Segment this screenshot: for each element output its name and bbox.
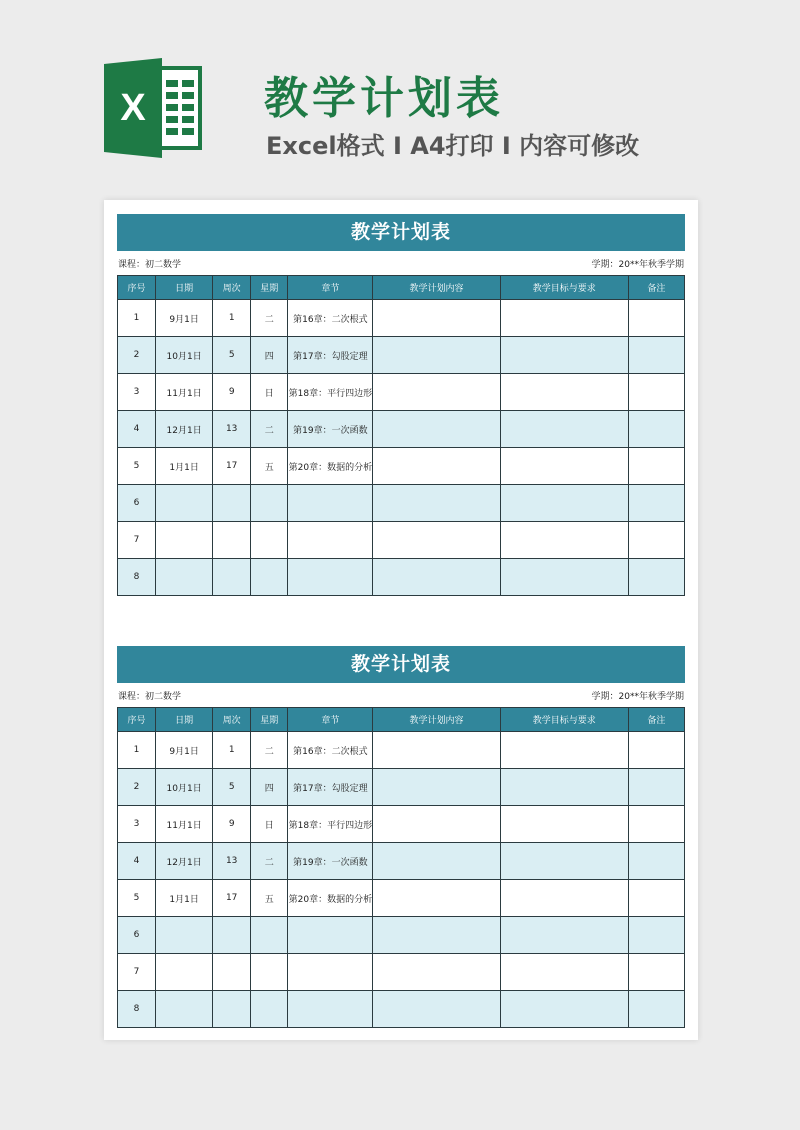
plan-table <box>117 707 685 1028</box>
table-cell[interactable]: 7 <box>118 522 156 559</box>
page-subtitle: Excel格式 I A4打印 I 内容可修改 <box>266 132 640 160</box>
table-row <box>118 769 685 806</box>
table-cell[interactable]: 10月1日 <box>156 769 213 806</box>
table-cell[interactable] <box>213 522 251 559</box>
column-header: 周次 <box>213 708 251 732</box>
table-cell[interactable] <box>373 954 500 991</box>
table-cell[interactable] <box>251 917 288 954</box>
table-cell[interactable]: 6 <box>118 917 156 954</box>
table-cell[interactable] <box>628 917 684 954</box>
table-cell[interactable] <box>373 880 500 917</box>
column-header: 教学计划内容 <box>373 708 500 732</box>
table-cell[interactable]: 二 <box>251 411 288 448</box>
table-cell[interactable]: 2 <box>118 337 156 374</box>
table-cell[interactable]: 10月1日 <box>156 337 213 374</box>
table-cell[interactable]: 2 <box>118 769 156 806</box>
table-cell[interactable] <box>373 448 500 485</box>
column-header: 星期 <box>251 708 288 732</box>
table-cell[interactable]: 12月1日 <box>156 411 213 448</box>
table-cell[interactable] <box>373 806 500 843</box>
table-row <box>118 806 685 843</box>
table-cell[interactable] <box>251 485 288 522</box>
column-header: 教学计划内容 <box>373 276 500 300</box>
table-cell[interactable] <box>500 732 628 769</box>
table-cell[interactable] <box>500 954 628 991</box>
column-header: 章节 <box>288 276 373 300</box>
table-cell[interactable] <box>251 991 288 1028</box>
table-cell[interactable]: 日 <box>251 374 288 411</box>
table-cell[interactable] <box>373 337 500 374</box>
table-cell[interactable]: 1 <box>118 732 156 769</box>
term-label: 学期：20**年秋季学期 <box>591 259 684 270</box>
table-cell[interactable]: 5 <box>213 337 251 374</box>
table-cell[interactable]: 7 <box>118 954 156 991</box>
table-cell[interactable] <box>628 954 684 991</box>
table-cell[interactable] <box>500 917 628 954</box>
table-cell[interactable]: 日 <box>251 806 288 843</box>
table-cell[interactable] <box>628 522 684 559</box>
table-cell[interactable] <box>628 806 684 843</box>
table-cell[interactable]: 二 <box>251 732 288 769</box>
table-cell[interactable] <box>373 559 500 596</box>
table-cell[interactable]: 4 <box>118 411 156 448</box>
table-cell[interactable]: 第17章：勾股定理 <box>288 337 373 374</box>
table-cell[interactable] <box>373 411 500 448</box>
course-label: 课程：初二数学 <box>118 259 182 270</box>
table-cell[interactable] <box>628 411 684 448</box>
table-cell[interactable] <box>288 954 373 991</box>
table-cell[interactable]: 二 <box>251 300 288 337</box>
table-cell[interactable] <box>156 917 213 954</box>
table-cell[interactable] <box>156 485 213 522</box>
table-row <box>118 732 685 769</box>
table-cell[interactable] <box>628 300 684 337</box>
column-header: 星期 <box>251 276 288 300</box>
table-row <box>118 522 685 559</box>
table-cell[interactable] <box>213 954 251 991</box>
column-header: 日期 <box>156 708 213 732</box>
table-cell[interactable] <box>628 769 684 806</box>
table-cell[interactable] <box>251 559 288 596</box>
table-row <box>118 843 685 880</box>
table-cell[interactable] <box>373 769 500 806</box>
column-header: 序号 <box>118 708 156 732</box>
table-cell[interactable] <box>500 843 628 880</box>
table-cell[interactable] <box>628 448 684 485</box>
table-cell[interactable] <box>500 991 628 1028</box>
table-cell[interactable]: 5 <box>213 769 251 806</box>
table-cell[interactable] <box>288 522 373 559</box>
table-row <box>118 411 685 448</box>
table-cell[interactable] <box>500 806 628 843</box>
table-cell[interactable]: 四 <box>251 337 288 374</box>
table-row <box>118 374 685 411</box>
table-cell[interactable] <box>500 559 628 596</box>
table-cell[interactable]: 5 <box>118 880 156 917</box>
course-label: 课程：初二数学 <box>118 691 182 702</box>
column-header: 教学目标与要求 <box>500 276 628 300</box>
table-cell[interactable] <box>628 880 684 917</box>
table-cell[interactable] <box>500 522 628 559</box>
table-row <box>118 485 685 522</box>
table-row <box>118 559 685 596</box>
table-cell[interactable] <box>373 522 500 559</box>
table-row <box>118 954 685 991</box>
table-cell[interactable]: 5 <box>118 448 156 485</box>
plan-sheet <box>117 214 685 596</box>
table-cell[interactable]: 1月1日 <box>156 448 213 485</box>
table-cell[interactable] <box>500 374 628 411</box>
table-cell[interactable] <box>156 559 213 596</box>
table-cell[interactable] <box>373 485 500 522</box>
table-cell[interactable]: 第18章：平行四边形 <box>288 806 373 843</box>
plan-sheet <box>117 646 685 1028</box>
table-cell[interactable] <box>628 374 684 411</box>
table-cell[interactable]: 五 <box>251 880 288 917</box>
table-cell[interactable] <box>628 843 684 880</box>
table-cell[interactable] <box>373 732 500 769</box>
table-cell[interactable]: 9月1日 <box>156 732 213 769</box>
table-cell[interactable] <box>500 411 628 448</box>
table-cell[interactable]: 1 <box>213 732 251 769</box>
table-cell[interactable]: 第20章：数据的分析 <box>288 880 373 917</box>
sheet-meta <box>117 683 685 707</box>
table-cell[interactable] <box>373 843 500 880</box>
column-header: 备注 <box>628 708 684 732</box>
table-cell[interactable]: 13 <box>213 843 251 880</box>
table-cell[interactable]: 1 <box>213 300 251 337</box>
table-cell[interactable] <box>156 991 213 1028</box>
table-cell[interactable]: 11月1日 <box>156 374 213 411</box>
table-cell[interactable]: 9 <box>213 374 251 411</box>
table-cell[interactable]: 四 <box>251 769 288 806</box>
table-cell[interactable]: 9 <box>213 806 251 843</box>
table-cell[interactable] <box>251 954 288 991</box>
column-header: 周次 <box>213 276 251 300</box>
svg-text:X: X <box>120 87 146 129</box>
table-cell[interactable] <box>628 485 684 522</box>
table-cell[interactable] <box>373 374 500 411</box>
table-row <box>118 448 685 485</box>
excel-icon <box>104 58 204 158</box>
table-cell[interactable]: 第20章：数据的分析 <box>288 448 373 485</box>
table-cell[interactable] <box>288 485 373 522</box>
table-cell[interactable]: 第19章：一次函数 <box>288 843 373 880</box>
table-cell[interactable]: 13 <box>213 411 251 448</box>
table-cell[interactable]: 11月1日 <box>156 806 213 843</box>
table-cell[interactable]: 9月1日 <box>156 300 213 337</box>
table-cell[interactable]: 6 <box>118 485 156 522</box>
table-cell[interactable] <box>156 522 213 559</box>
table-cell[interactable] <box>500 880 628 917</box>
header-banner <box>0 0 800 190</box>
table-row <box>118 917 685 954</box>
table-cell[interactable] <box>213 991 251 1028</box>
table-cell[interactable]: 第17章：勾股定理 <box>288 769 373 806</box>
table-row <box>118 300 685 337</box>
column-header: 序号 <box>118 276 156 300</box>
table-cell[interactable]: 8 <box>118 991 156 1028</box>
table-cell[interactable]: 8 <box>118 559 156 596</box>
table-cell[interactable]: 1月1日 <box>156 880 213 917</box>
table-cell[interactable]: 12月1日 <box>156 843 213 880</box>
table-cell[interactable]: 第16章：二次根式 <box>288 732 373 769</box>
table-cell[interactable] <box>288 559 373 596</box>
table-cell[interactable] <box>288 991 373 1028</box>
sheet-title: 教学计划表 <box>117 646 685 683</box>
table-cell[interactable] <box>628 732 684 769</box>
table-cell[interactable] <box>500 300 628 337</box>
table-row <box>118 991 685 1028</box>
column-header: 章节 <box>288 708 373 732</box>
table-cell[interactable] <box>500 485 628 522</box>
table-cell[interactable] <box>628 337 684 374</box>
table-cell[interactable] <box>288 917 373 954</box>
table-row <box>118 880 685 917</box>
page-title: 教学计划表 <box>264 73 504 124</box>
document-paper <box>104 200 698 1040</box>
plan-table <box>117 275 685 596</box>
sheet-meta <box>117 251 685 275</box>
table-cell[interactable]: 17 <box>213 880 251 917</box>
table-cell[interactable] <box>500 769 628 806</box>
table-cell[interactable] <box>500 337 628 374</box>
table-cell[interactable]: 二 <box>251 843 288 880</box>
table-cell[interactable] <box>251 522 288 559</box>
table-cell[interactable] <box>373 991 500 1028</box>
table-cell[interactable]: 五 <box>251 448 288 485</box>
sheet-title: 教学计划表 <box>117 214 685 251</box>
table-cell[interactable]: 1 <box>118 300 156 337</box>
term-label: 学期：20**年秋季学期 <box>591 691 684 702</box>
table-cell[interactable]: 4 <box>118 843 156 880</box>
column-header: 教学目标与要求 <box>500 708 628 732</box>
table-cell[interactable] <box>373 917 500 954</box>
table-cell[interactable] <box>373 300 500 337</box>
table-cell[interactable]: 第16章：二次根式 <box>288 300 373 337</box>
table-cell[interactable] <box>213 485 251 522</box>
table-cell[interactable] <box>156 954 213 991</box>
table-cell[interactable]: 17 <box>213 448 251 485</box>
table-cell[interactable]: 第19章：一次函数 <box>288 411 373 448</box>
table-cell[interactable] <box>628 559 684 596</box>
table-cell[interactable]: 第18章：平行四边形 <box>288 374 373 411</box>
column-header: 日期 <box>156 276 213 300</box>
table-cell[interactable]: 3 <box>118 806 156 843</box>
table-cell[interactable] <box>500 448 628 485</box>
table-cell[interactable] <box>213 559 251 596</box>
column-header: 备注 <box>628 276 684 300</box>
table-row <box>118 337 685 374</box>
table-cell[interactable] <box>213 917 251 954</box>
table-cell[interactable] <box>628 991 684 1028</box>
table-cell[interactable]: 3 <box>118 374 156 411</box>
